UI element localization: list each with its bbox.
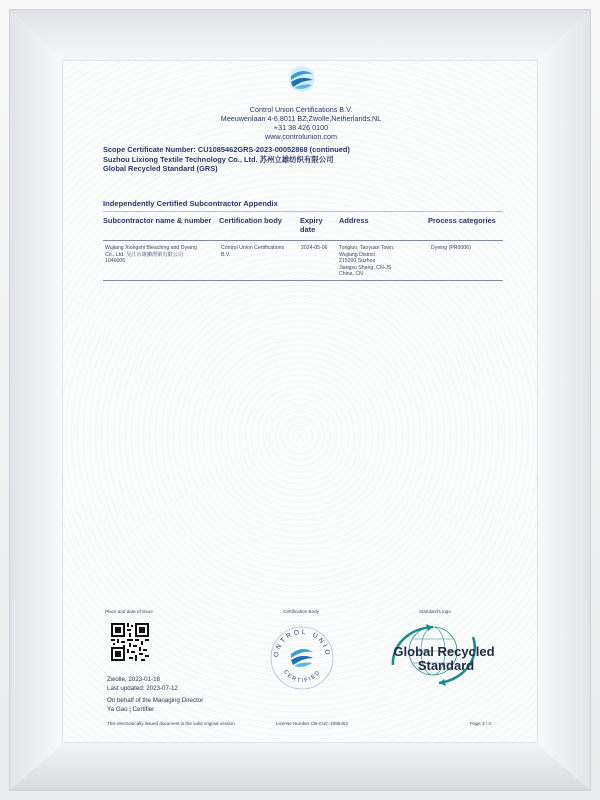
svg-text:CERTIFIED (282, 669, 322, 684)
scope-block (103, 145, 503, 174)
certificate-page (62, 60, 538, 743)
appendix-divider (103, 211, 503, 212)
control-union-certified-seal (267, 623, 337, 693)
col-expiry-line2: date (300, 224, 316, 234)
cell-expiry: 2024-05-06 (301, 245, 328, 251)
cell-body-line2: B.V. (221, 251, 231, 258)
col-certification-body: Certification body (219, 216, 282, 225)
qr-code-icon (111, 623, 149, 661)
cell-addr-line2: Wujiang District (339, 251, 375, 258)
col-expiry-line1: Expiry (300, 216, 323, 225)
cell-body-line1: Control Union Certifications (221, 245, 285, 251)
electronic-document-disclaimer: This electronically issued document is the valid original version. (107, 721, 236, 726)
issuer-name: Control Union Certifications B.V. (249, 105, 353, 114)
appendix-title: Independently Certified Subcontractor Appendix (103, 199, 278, 208)
table-header (103, 215, 503, 241)
issuer-phone: +31 38 426 0100 (273, 123, 329, 132)
cell-cert-body (221, 245, 284, 258)
col-expiry-date (300, 217, 323, 234)
place-and-date: Zwolle, 2023-01-18 (107, 676, 160, 683)
grs-logo-line2: Standard (417, 658, 475, 673)
frame-bevel-top (10, 10, 590, 60)
cell-addr-line4: Jiangsu Sheng, CN-JS (339, 264, 392, 271)
cell-subcontractor (105, 245, 197, 265)
cell-address (339, 245, 394, 278)
issuer-header (63, 105, 538, 141)
cell-addr-line3: 215200 Suzhou (339, 258, 376, 265)
cell-addr-line1: Tongluo, Taoyuan Town, (339, 245, 395, 251)
scope-standard: Global Recycled Standard (GRS) (103, 164, 218, 173)
place-date-caption: Place and date of issue (105, 609, 153, 614)
cell-process: Dyeing (PR0006) (431, 245, 471, 251)
cell-name-line1: Wujiang Xiongshi Bleaching and Dyeing (105, 245, 197, 251)
grs-logo-line1: Global Recycled (393, 644, 495, 659)
scope-company: Suzhou Lixiong Textile Technology Co., Ltd. 苏州立雄纺织有限公司 (103, 154, 334, 164)
cell-name-line2: Co., Ltd. 吴江市雄狮漂染有限公司 (105, 251, 184, 258)
on-behalf-of: On behalf of the Managing Director (107, 697, 204, 704)
subcontractor-table (103, 215, 503, 281)
col-address: Address (339, 216, 369, 225)
frame-bevel-left (10, 10, 62, 790)
seal-bottom-text: CERTIFIED (282, 669, 322, 685)
issuer-address: Meeuwenlaan 4-6,8011 BZ,Zwolle,Netherlands,NL (220, 114, 382, 123)
control-union-logo-icon (287, 63, 317, 95)
last-updated: Last updated: 2023-07-12 (107, 685, 178, 692)
license-number: License Number CB-CUC-1085462 (276, 721, 349, 726)
standard-logo-caption: Standard's logo (419, 609, 451, 614)
col-subcontractor-name: Subcontractor name & number (103, 216, 212, 225)
frame-bevel-right (538, 10, 590, 790)
cell-addr-line5: China, CN (339, 271, 363, 278)
col-process-categories: Process categories (428, 216, 496, 225)
seal-top-text: ONTROL UNIO (272, 628, 332, 658)
cell-subcontractor-number: 1046006 (105, 258, 126, 265)
table-row (103, 241, 503, 281)
signer-name: Ya Gao | Certifier (107, 706, 155, 713)
issuer-website: www.controlunion.com (265, 132, 337, 141)
seal-waves-icon (291, 649, 313, 667)
global-recycled-standard-logo (373, 621, 503, 687)
page-number: Page 3 / 3 (470, 721, 491, 726)
certification-body-caption: Certification Body (283, 609, 320, 614)
scope-certificate-number: Scope Certificate Number: CU1085462GRS-2023-00052868 (continued) (103, 145, 350, 154)
frame-bevel-bottom (10, 743, 590, 790)
